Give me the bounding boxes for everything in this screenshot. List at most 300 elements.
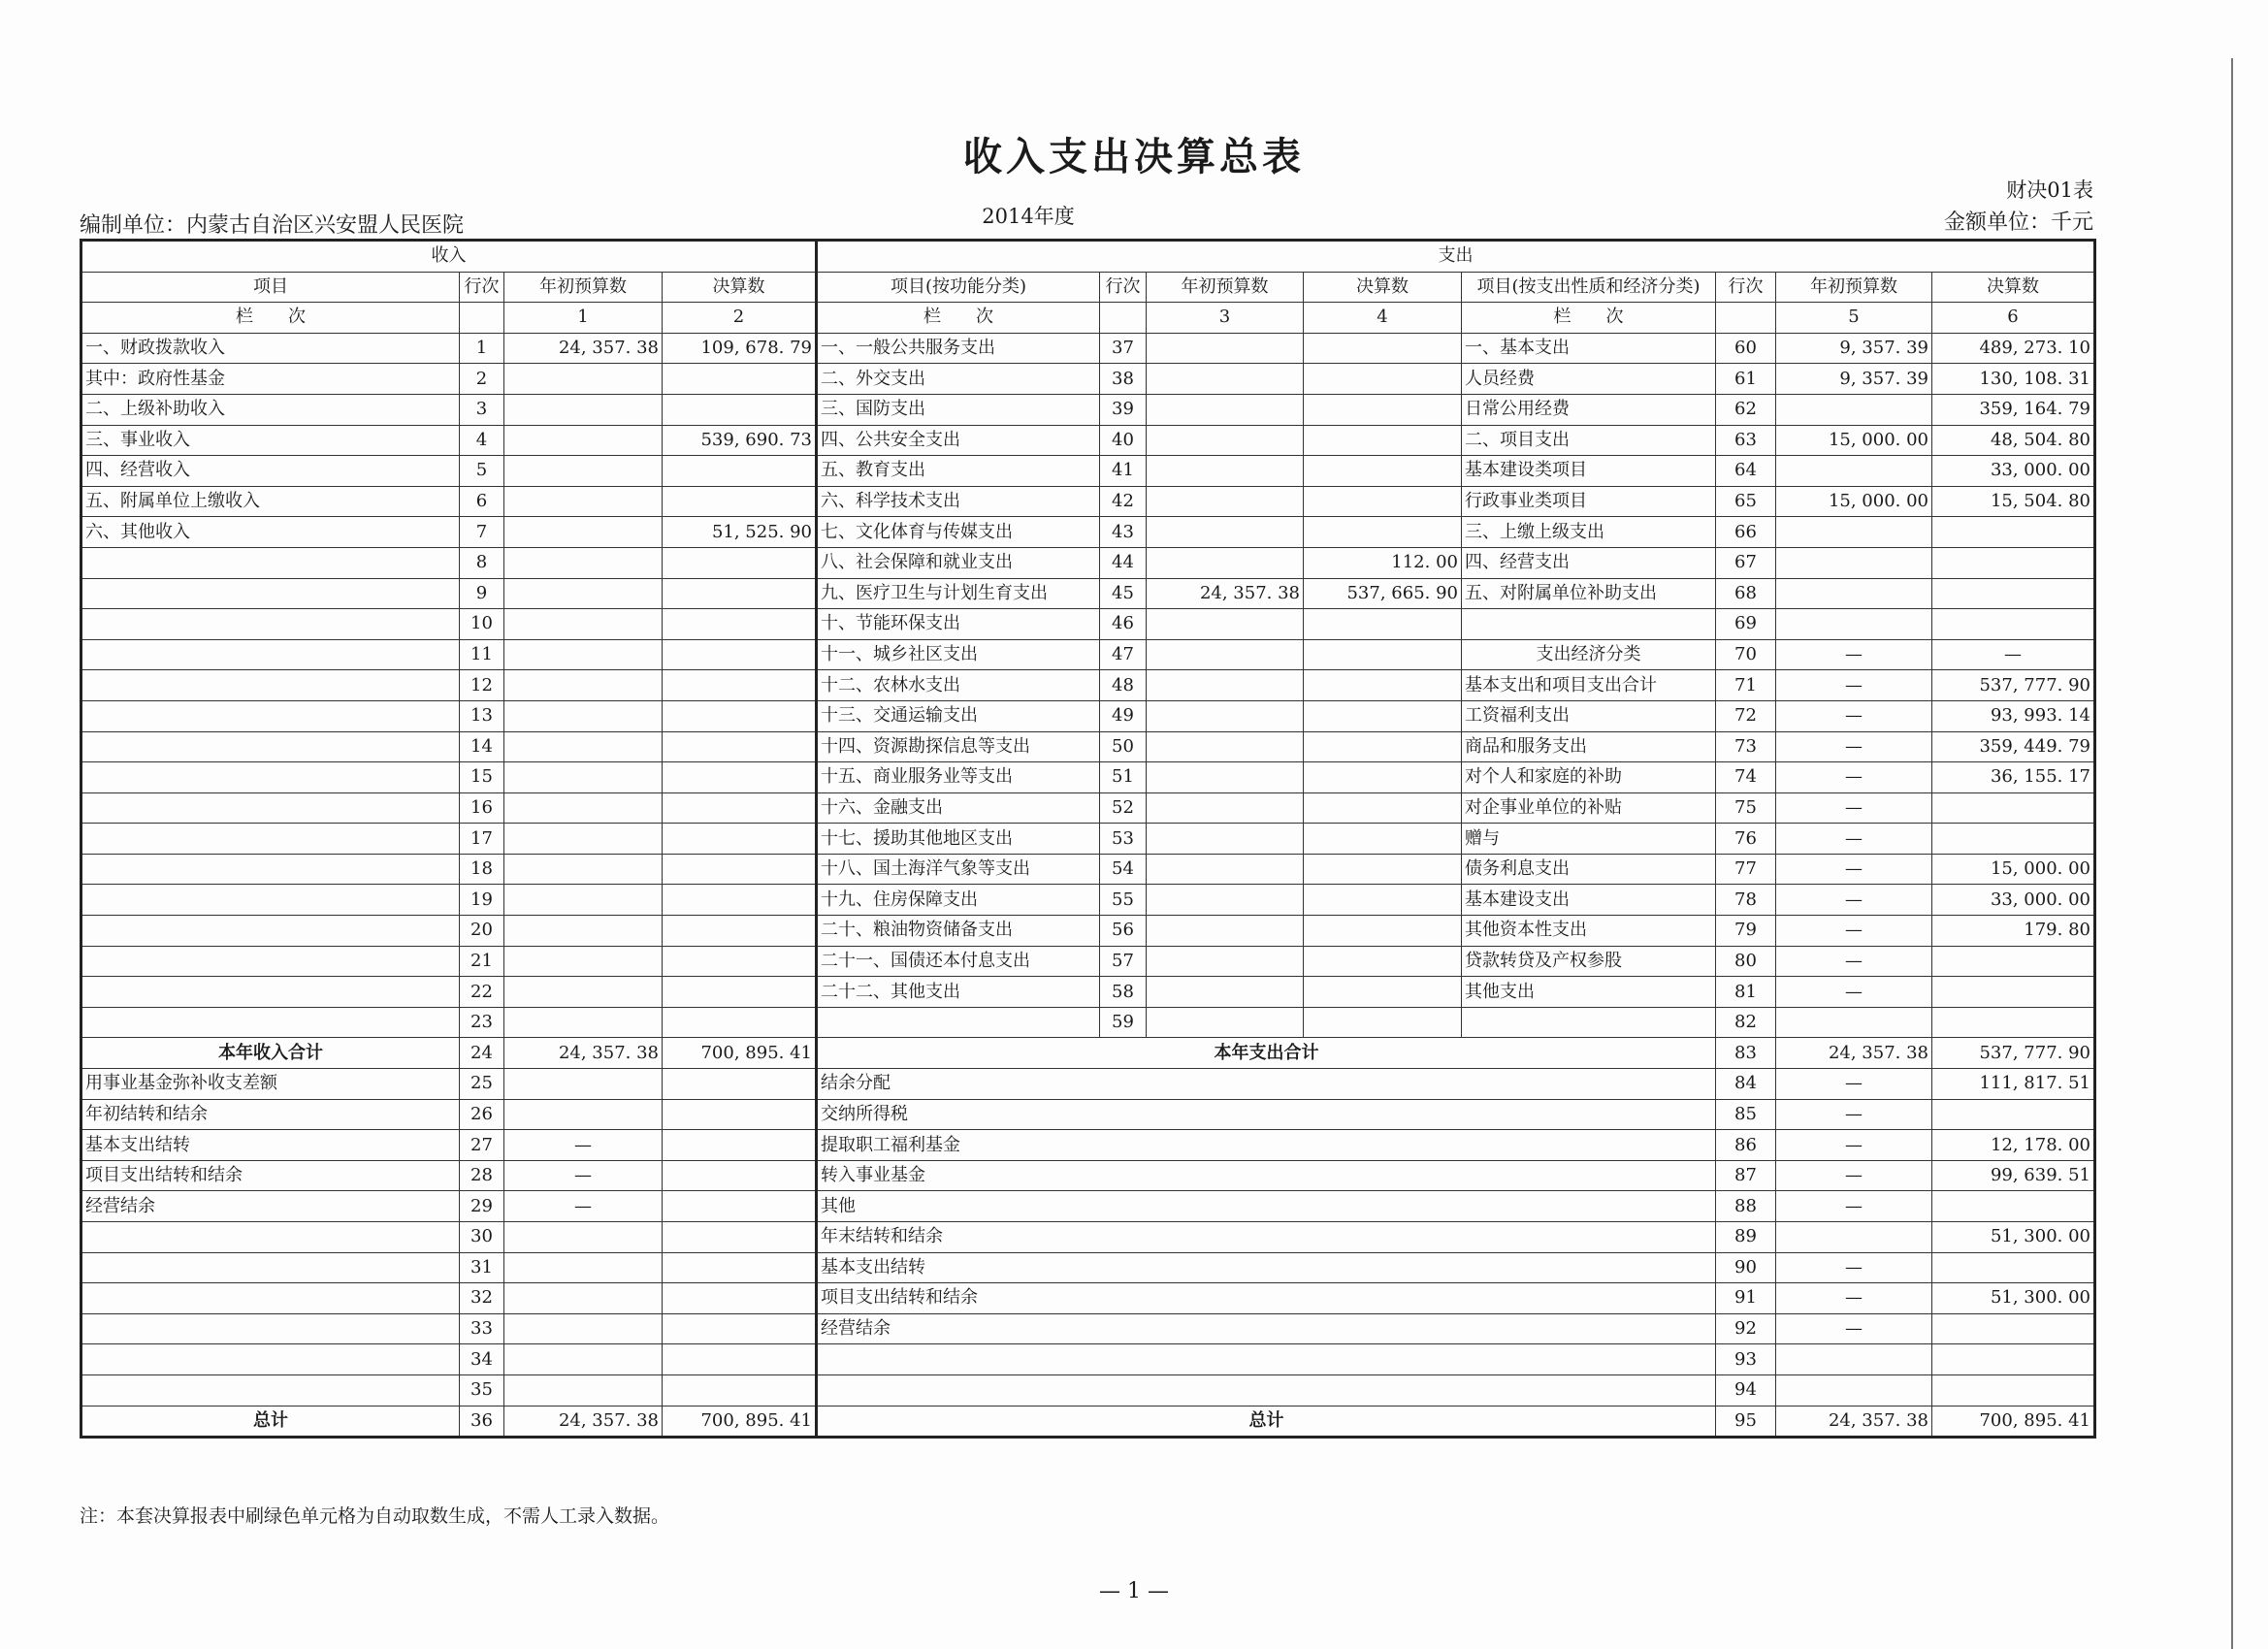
income-budget (504, 1344, 663, 1375)
econ-line-no: 61 (1716, 364, 1776, 395)
expense-item: 提取职工福利基金 (817, 1130, 1716, 1161)
econ-final (1932, 792, 2095, 824)
econ-line-no: 63 (1716, 425, 1776, 456)
econ-item: 基本建设支出 (1462, 885, 1716, 916)
income-final (663, 1069, 817, 1100)
income-item: 基本支出结转 (81, 1130, 460, 1161)
income-item: 项目支出结转和结余 (81, 1160, 460, 1191)
income-item: 年初结转和结余 (81, 1099, 460, 1130)
econ-line-no: 67 (1716, 547, 1776, 578)
function-final (1304, 946, 1462, 977)
econ-budget: — (1776, 885, 1932, 916)
econ-line-no: 91 (1716, 1283, 1776, 1314)
income-final (663, 639, 817, 670)
econ-final: 179. 80 (1932, 916, 2095, 947)
econ-final: 537, 777. 90 (1932, 670, 2095, 701)
col-header-line: 行次 (460, 272, 504, 303)
lanci-blank (1100, 303, 1147, 334)
econ-budget: — (1776, 1069, 1932, 1100)
function-final (1304, 517, 1462, 548)
econ-budget: 9, 357. 39 (1776, 333, 1932, 364)
function-budget (1147, 670, 1304, 701)
econ-final: 12, 178. 00 (1932, 1130, 2095, 1161)
income-final (663, 1222, 817, 1253)
income-budget (504, 609, 663, 640)
table-row (81, 1313, 2095, 1344)
econ-budget: — (1776, 639, 1932, 670)
econ-item: 支出经济分类 (1462, 639, 1716, 670)
econ-line-no: 95 (1716, 1406, 1776, 1438)
function-line-no: 55 (1100, 885, 1147, 916)
col-num-4: 4 (1304, 303, 1462, 334)
scan-edge (2231, 58, 2233, 1649)
income-budget (504, 731, 663, 762)
col-header-final: 决算数 (1304, 272, 1462, 303)
income-line-no: 29 (460, 1191, 504, 1222)
budget-summary-table (80, 239, 2096, 1439)
income-budget: — (504, 1160, 663, 1191)
income-line-no: 23 (460, 1007, 504, 1038)
col-num-6: 6 (1932, 303, 2095, 334)
function-item: 一、一般公共服务支出 (817, 333, 1100, 364)
econ-item (1462, 609, 1716, 640)
income-item (81, 700, 460, 731)
function-item: 九、医疗卫生与计划生育支出 (817, 578, 1100, 609)
income-item (81, 639, 460, 670)
function-final (1304, 456, 1462, 487)
function-item (817, 1007, 1100, 1038)
income-budget (504, 670, 663, 701)
function-budget (1147, 731, 1304, 762)
econ-line-no: 74 (1716, 762, 1776, 793)
function-item: 七、文化体育与传媒支出 (817, 517, 1100, 548)
function-item: 十六、金融支出 (817, 792, 1100, 824)
expense-item: 总计 (817, 1406, 1716, 1438)
function-line-no: 54 (1100, 854, 1147, 885)
table-row (81, 731, 2095, 762)
function-line-no: 41 (1100, 456, 1147, 487)
econ-final (1932, 1191, 2095, 1222)
econ-item: 一、基本支出 (1462, 333, 1716, 364)
econ-line-no: 68 (1716, 578, 1776, 609)
income-final (663, 854, 817, 885)
table-row (81, 1252, 2095, 1283)
table-row (81, 1191, 2095, 1222)
income-budget (504, 700, 663, 731)
income-final (663, 547, 817, 578)
table-row (81, 486, 2095, 517)
income-final (663, 1344, 817, 1375)
income-budget (504, 792, 663, 824)
function-budget (1147, 762, 1304, 793)
function-final (1304, 486, 1462, 517)
econ-budget (1776, 1374, 1932, 1406)
income-item (81, 670, 460, 701)
function-budget (1147, 456, 1304, 487)
econ-budget: — (1776, 731, 1932, 762)
income-item (81, 946, 460, 977)
income-item: 经营结余 (81, 1191, 460, 1222)
function-item: 六、科学技术支出 (817, 486, 1100, 517)
income-item: 本年收入合计 (81, 1038, 460, 1069)
expense-section-header: 支出 (817, 241, 2095, 273)
econ-budget: 15, 000. 00 (1776, 425, 1932, 456)
function-budget (1147, 394, 1304, 425)
table-row (81, 1160, 2095, 1191)
income-item (81, 1374, 460, 1406)
footnote: 注：本套决算报表中刷绿色单元格为自动取数生成，不需人工录入数据。 (80, 1505, 670, 1527)
income-budget (504, 1069, 663, 1100)
function-budget (1147, 854, 1304, 885)
function-item: 十八、国土海洋气象等支出 (817, 854, 1100, 885)
income-budget (504, 1283, 663, 1314)
income-line-no: 24 (460, 1038, 504, 1069)
table-row (81, 456, 2095, 487)
econ-item: 四、经营支出 (1462, 547, 1716, 578)
econ-budget: — (1776, 1191, 1932, 1222)
table-row (81, 792, 2095, 824)
income-budget (504, 1252, 663, 1283)
income-line-no: 36 (460, 1406, 504, 1438)
income-budget (504, 394, 663, 425)
econ-final: 700, 895. 41 (1932, 1406, 2095, 1438)
function-final (1304, 639, 1462, 670)
function-final (1304, 885, 1462, 916)
econ-line-no: 93 (1716, 1344, 1776, 1375)
econ-final (1932, 547, 2095, 578)
income-item: 用事业基金弥补收支差额 (81, 1069, 460, 1100)
function-line-no: 46 (1100, 609, 1147, 640)
expense-item: 交纳所得税 (817, 1099, 1716, 1130)
income-item: 六、其他收入 (81, 517, 460, 548)
income-line-no: 26 (460, 1099, 504, 1130)
income-line-no: 5 (460, 456, 504, 487)
function-final: 537, 665. 90 (1304, 578, 1462, 609)
econ-final: 93, 993. 14 (1932, 700, 2095, 731)
function-final (1304, 425, 1462, 456)
econ-item: 对个人和家庭的补助 (1462, 762, 1716, 793)
income-item (81, 1007, 460, 1038)
function-budget (1147, 486, 1304, 517)
col-header-item-econ: 项目(按支出性质和经济分类) (1462, 272, 1716, 303)
income-line-no: 28 (460, 1160, 504, 1191)
econ-budget (1776, 1344, 1932, 1375)
income-final: 51, 525. 90 (663, 517, 817, 548)
col-header-budget: 年初预算数 (1776, 272, 1932, 303)
econ-line-no: 65 (1716, 486, 1776, 517)
econ-item: 贷款转贷及产权参股 (1462, 946, 1716, 977)
econ-final: 111, 817. 51 (1932, 1069, 2095, 1100)
econ-line-no: 89 (1716, 1222, 1776, 1253)
income-budget (504, 425, 663, 456)
table-row (81, 1099, 2095, 1130)
econ-final: 359, 449. 79 (1932, 731, 2095, 762)
table-row (81, 609, 2095, 640)
table-row (81, 762, 2095, 793)
income-final (663, 578, 817, 609)
income-item (81, 977, 460, 1008)
income-budget: 24, 357. 38 (504, 333, 663, 364)
income-line-no: 21 (460, 946, 504, 977)
header-row-lanci (81, 303, 2095, 334)
header-row-columns (81, 272, 2095, 303)
table-row (81, 824, 2095, 855)
econ-final (1932, 977, 2095, 1008)
function-line-no: 42 (1100, 486, 1147, 517)
econ-item: 工资福利支出 (1462, 700, 1716, 731)
econ-line-no: 79 (1716, 916, 1776, 947)
income-item (81, 885, 460, 916)
econ-line-no: 75 (1716, 792, 1776, 824)
econ-final (1932, 1099, 2095, 1130)
income-line-no: 10 (460, 609, 504, 640)
col-num-2: 2 (663, 303, 817, 334)
econ-final: 36, 155. 17 (1932, 762, 2095, 793)
econ-line-no: 81 (1716, 977, 1776, 1008)
econ-budget (1776, 517, 1932, 548)
table-row (81, 1222, 2095, 1253)
econ-final (1932, 517, 2095, 548)
econ-line-no: 64 (1716, 456, 1776, 487)
econ-budget: — (1776, 1099, 1932, 1130)
function-budget (1147, 1007, 1304, 1038)
income-final (663, 1007, 817, 1038)
econ-line-no: 82 (1716, 1007, 1776, 1038)
table-row (81, 1283, 2095, 1314)
function-line-no: 40 (1100, 425, 1147, 456)
econ-final: 99, 639. 51 (1932, 1160, 2095, 1191)
function-line-no: 37 (1100, 333, 1147, 364)
econ-final: 15, 000. 00 (1932, 854, 2095, 885)
function-budget (1147, 364, 1304, 395)
econ-budget (1776, 1007, 1932, 1038)
function-final (1304, 394, 1462, 425)
function-final (1304, 731, 1462, 762)
function-budget (1147, 547, 1304, 578)
econ-line-no: 78 (1716, 885, 1776, 916)
income-line-no: 15 (460, 762, 504, 793)
table-row (81, 517, 2095, 548)
income-item (81, 1313, 460, 1344)
income-item: 二、上级补助收入 (81, 394, 460, 425)
income-item (81, 578, 460, 609)
table-row (81, 946, 2095, 977)
econ-final: 33, 000. 00 (1932, 456, 2095, 487)
col-header-item: 项目 (81, 272, 460, 303)
function-budget (1147, 333, 1304, 364)
econ-budget: — (1776, 792, 1932, 824)
table-row (81, 1374, 2095, 1406)
expense-item: 转入事业基金 (817, 1160, 1716, 1191)
income-item (81, 547, 460, 578)
lanci-blank (460, 303, 504, 334)
econ-line-no: 77 (1716, 854, 1776, 885)
function-line-no: 52 (1100, 792, 1147, 824)
income-item (81, 609, 460, 640)
econ-item: 对企事业单位的补贴 (1462, 792, 1716, 824)
function-line-no: 48 (1100, 670, 1147, 701)
income-final: 539, 690. 73 (663, 425, 817, 456)
col-num-3: 3 (1147, 303, 1304, 334)
income-line-no: 31 (460, 1252, 504, 1283)
income-item (81, 1283, 460, 1314)
income-item (81, 1222, 460, 1253)
income-line-no: 18 (460, 854, 504, 885)
col-num-5: 5 (1776, 303, 1932, 334)
income-item (81, 731, 460, 762)
income-line-no: 9 (460, 578, 504, 609)
table-row (81, 1130, 2095, 1161)
income-line-no: 1 (460, 333, 504, 364)
function-line-no: 44 (1100, 547, 1147, 578)
income-final: 700, 895. 41 (663, 1406, 817, 1438)
table-row (81, 578, 2095, 609)
income-final (663, 1191, 817, 1222)
income-budget (504, 486, 663, 517)
econ-line-no: 94 (1716, 1374, 1776, 1406)
econ-budget: 24, 357. 38 (1776, 1406, 1932, 1438)
econ-line-no: 87 (1716, 1160, 1776, 1191)
function-budget (1147, 700, 1304, 731)
function-final (1304, 333, 1462, 364)
function-budget (1147, 885, 1304, 916)
income-line-no: 32 (460, 1283, 504, 1314)
function-budget (1147, 792, 1304, 824)
table-row (81, 885, 2095, 916)
income-budget: 24, 357. 38 (504, 1406, 663, 1438)
income-line-no: 34 (460, 1344, 504, 1375)
income-line-no: 12 (460, 670, 504, 701)
income-final (663, 364, 817, 395)
income-item: 总计 (81, 1406, 460, 1438)
econ-budget: — (1776, 1130, 1932, 1161)
econ-budget: — (1776, 854, 1932, 885)
function-item: 二十二、其他支出 (817, 977, 1100, 1008)
econ-budget (1776, 609, 1932, 640)
function-item: 二十、粮油物资储备支出 (817, 916, 1100, 947)
function-item: 十三、交通运输支出 (817, 700, 1100, 731)
econ-line-no: 69 (1716, 609, 1776, 640)
table-row (81, 639, 2095, 670)
function-line-no: 56 (1100, 916, 1147, 947)
income-final (663, 670, 817, 701)
econ-item: 行政事业类项目 (1462, 486, 1716, 517)
function-final (1304, 824, 1462, 855)
econ-final (1932, 1007, 2095, 1038)
econ-item: 基本支出和项目支出合计 (1462, 670, 1716, 701)
income-budget (504, 1313, 663, 1344)
page-number: — 1 — (1099, 1579, 1169, 1603)
income-budget (504, 1222, 663, 1253)
econ-line-no: 92 (1716, 1313, 1776, 1344)
function-final (1304, 854, 1462, 885)
income-budget (504, 854, 663, 885)
function-line-no: 39 (1100, 394, 1147, 425)
function-item: 四、公共安全支出 (817, 425, 1100, 456)
income-budget: 24, 357. 38 (504, 1038, 663, 1069)
income-budget (504, 639, 663, 670)
lanci-label: 栏 次 (817, 303, 1100, 334)
income-final (663, 762, 817, 793)
function-final (1304, 1007, 1462, 1038)
lanci-label: 栏 次 (1462, 303, 1716, 334)
econ-line-no: 60 (1716, 333, 1776, 364)
header-row-section (81, 241, 2095, 273)
econ-final: 51, 300. 00 (1932, 1222, 2095, 1253)
expense-item (817, 1344, 1716, 1375)
econ-final: 537, 777. 90 (1932, 1038, 2095, 1069)
econ-budget: — (1776, 670, 1932, 701)
col-header-budget: 年初预算数 (1147, 272, 1304, 303)
lanci-label: 栏 次 (81, 303, 460, 334)
function-budget (1147, 977, 1304, 1008)
table-row (81, 1038, 2095, 1069)
econ-item: 其他支出 (1462, 977, 1716, 1008)
econ-line-no: 76 (1716, 824, 1776, 855)
income-budget: — (504, 1130, 663, 1161)
econ-line-no: 70 (1716, 639, 1776, 670)
econ-final (1932, 609, 2095, 640)
table-row (81, 547, 2095, 578)
econ-final (1932, 1252, 2095, 1283)
income-final: 700, 895. 41 (663, 1038, 817, 1069)
function-budget (1147, 517, 1304, 548)
income-budget (504, 578, 663, 609)
income-final (663, 885, 817, 916)
income-budget (504, 547, 663, 578)
function-line-no: 38 (1100, 364, 1147, 395)
function-item: 十四、资源勘探信息等支出 (817, 731, 1100, 762)
function-line-no: 47 (1100, 639, 1147, 670)
expense-item: 经营结余 (817, 1313, 1716, 1344)
function-item: 五、教育支出 (817, 456, 1100, 487)
expense-item: 项目支出结转和结余 (817, 1283, 1716, 1314)
econ-budget: 24, 357. 38 (1776, 1038, 1932, 1069)
income-final (663, 916, 817, 947)
econ-item: 商品和服务支出 (1462, 731, 1716, 762)
econ-budget: — (1776, 824, 1932, 855)
income-budget (504, 824, 663, 855)
econ-item: 三、上缴上级支出 (1462, 517, 1716, 548)
page-title: 收入支出决算总表 (963, 134, 1305, 179)
econ-line-no: 66 (1716, 517, 1776, 548)
econ-final: 359, 164. 79 (1932, 394, 2095, 425)
econ-budget: — (1776, 1160, 1932, 1191)
econ-line-no: 83 (1716, 1038, 1776, 1069)
income-line-no: 20 (460, 916, 504, 947)
function-budget (1147, 946, 1304, 977)
econ-budget (1776, 1222, 1932, 1253)
econ-final (1932, 1313, 2095, 1344)
income-section-header: 收入 (81, 241, 817, 273)
income-budget (504, 456, 663, 487)
income-item: 五、附属单位上缴收入 (81, 486, 460, 517)
col-header-budget: 年初预算数 (504, 272, 663, 303)
form-number: 财决01表 (2006, 178, 2093, 202)
income-final (663, 1099, 817, 1130)
expense-item: 结余分配 (817, 1069, 1716, 1100)
function-final (1304, 364, 1462, 395)
compiling-unit: 编制单位：内蒙古自治区兴安盟人民医院 (80, 213, 465, 238)
econ-item: 基本建设类项目 (1462, 456, 1716, 487)
function-final (1304, 977, 1462, 1008)
function-item: 十九、住房保障支出 (817, 885, 1100, 916)
function-line-no: 58 (1100, 977, 1147, 1008)
income-budget (504, 977, 663, 1008)
income-line-no: 30 (460, 1222, 504, 1253)
table-row (81, 670, 2095, 701)
econ-item: 债务利息支出 (1462, 854, 1716, 885)
